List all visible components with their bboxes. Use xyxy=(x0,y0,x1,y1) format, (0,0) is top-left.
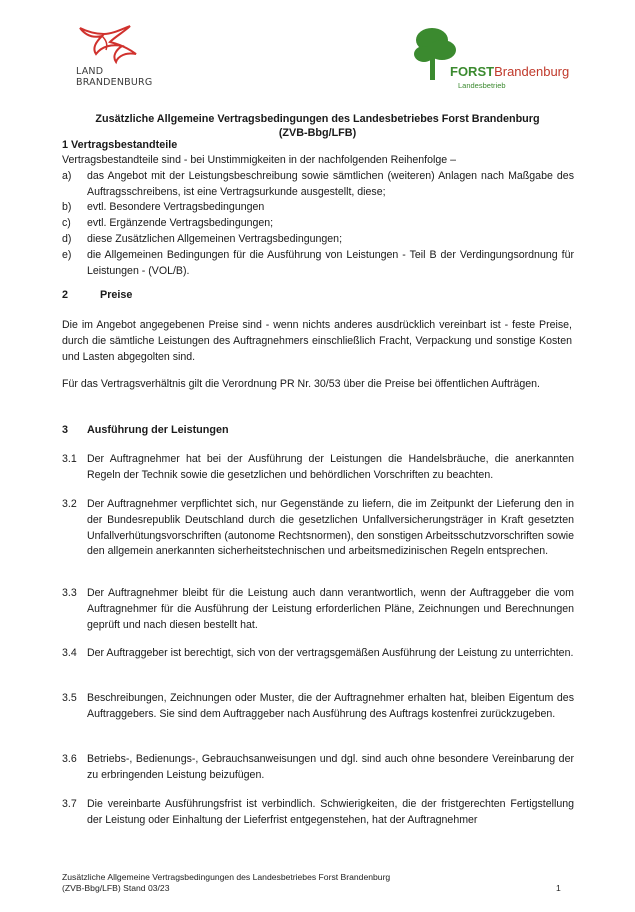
section2-paragraph1: Die im Angebot angegebenen Preise sind - wenn nichts anderes ausdrücklich vereinbart ist - feste Preise, durch die sämtliche Leistungen des Auftragnehmers einschließlich Fracht, Verpackung und sonstige Kosten und Lasten abgegolten sind. xyxy=(62,319,572,363)
list-text: diese Zusätzlichen Allgemeinen Vertragsbedingungen; xyxy=(87,233,343,245)
clause-item xyxy=(62,586,574,633)
clause-number: 3.2 xyxy=(62,498,77,510)
clause-number: 3.7 xyxy=(62,798,77,810)
clause-number: 3.3 xyxy=(62,587,77,599)
clause-item xyxy=(62,691,574,723)
section1-heading: 1 Vertragsbestandteile xyxy=(62,139,178,151)
land-logo-line2: BRANDENBURG xyxy=(76,76,153,88)
forst-logo-part2: Brandenburg xyxy=(494,64,570,79)
list-marker: b) xyxy=(62,201,72,213)
forst-brandenburg-logo xyxy=(412,26,572,96)
list-text: das Angebot mit der Leistungsbeschreibung sowie sämtlichen (weiteren) Anlagen nach Maßgabe des Auftragsschreibens, ist eine Vertragsurkunde ausgestellt, diese; xyxy=(87,170,574,198)
clause-text: Der Auftragnehmer hat bei der Ausführung der Leistungen die Handelsbräuche, die anerkannten Regeln der Technik sowie die gesetzlichen und behördlichen Vorschriften zu beachten. xyxy=(87,453,574,481)
list-item xyxy=(62,169,574,201)
section2-paragraph2: Für das Vertragsverhältnis gilt die Verordnung PR Nr. 30/53 über die Preise bei öffentlichen Aufträgen. xyxy=(62,378,540,390)
section2-heading xyxy=(62,289,132,301)
land-brandenburg-logo xyxy=(70,22,160,100)
list-text: evtl. Besondere Vertragsbedingungen xyxy=(87,201,265,213)
clause-number: 3.1 xyxy=(62,453,77,465)
section3-title: Ausführung der Leistungen xyxy=(87,424,229,436)
list-item xyxy=(62,216,574,232)
clause-text: Die vereinbarte Ausführungsfrist ist verbindlich. Schwierigkeiten, die der fristgerechten Fertigstellung der Leistung oder Einhaltung der Lieferfrist entgegenstehen, hat der Auftragnehmer xyxy=(87,798,574,826)
list-marker: e) xyxy=(62,249,72,261)
list-marker: c) xyxy=(62,217,71,229)
clause-text: Betriebs-, Bedienungs-, Gebrauchsanweisungen und dgl. sind auch ohne besondere Vereinbarung der zu erbringenden Leistung beizufügen. xyxy=(87,753,574,781)
clause-item xyxy=(62,797,574,829)
clause-number: 3.5 xyxy=(62,692,77,704)
list-item xyxy=(62,232,574,248)
land-logo-line1: LAND xyxy=(76,66,104,77)
document-title xyxy=(60,112,575,140)
forst-logo-name xyxy=(450,64,569,79)
page-number: 1 xyxy=(556,883,561,893)
page-footer xyxy=(62,872,390,894)
clause-text: Der Auftragnehmer bleibt für die Leistung auch dann verantwortlich, wenn der Auftraggeber die vom Auftragnehmer für die Ausführung der Leistung erforderlichen Pläne, Zeichnungen und Berechnungen geprüft und nach diesen bestellt hat. xyxy=(87,587,574,631)
clause-item xyxy=(62,497,574,560)
clause-item xyxy=(62,646,574,662)
document-title-line1: Zusätzliche Allgemeine Vertragsbedingungen des Landesbetriebes Forst Brandenburg xyxy=(95,113,540,125)
list-marker: d) xyxy=(62,233,72,245)
list-item xyxy=(62,248,574,280)
footer-line2: (ZVB-Bbg/LFB) Stand 03/23 xyxy=(62,883,170,893)
clause-number: 3.6 xyxy=(62,753,77,765)
section3-heading xyxy=(62,424,229,436)
list-marker: a) xyxy=(62,170,72,182)
clause-item xyxy=(62,452,574,484)
clause-item xyxy=(62,752,574,784)
section3-number: 3 xyxy=(62,424,69,436)
footer-line1: Zusätzliche Allgemeine Vertragsbedingungen des Landesbetriebes Forst Brandenburg xyxy=(62,872,391,882)
document-title-line2: (ZVB-Bbg/LFB) xyxy=(278,127,357,139)
forst-logo-subtitle: Landesbetrieb xyxy=(458,81,506,90)
clause-text: Beschreibungen, Zeichnungen oder Muster, die der Auftragnehmer erhalten hat, bleiben Eigentum des Auftraggebers. Sie sind dem Auftraggeber nach Ausführung des Auftrags kostenfrei zurückzugeben. xyxy=(87,692,574,720)
eagle-icon xyxy=(72,22,142,68)
section1-intro: Vertragsbestandteile sind - bei Unstimmigkeiten in der nachfolgenden Reihenfolge – xyxy=(62,154,456,166)
list-text: evtl. Ergänzende Vertragsbedingungen; xyxy=(87,217,274,229)
clause-number: 3.4 xyxy=(62,647,77,659)
clause-text: Der Auftragnehmer verpflichtet sich, nur Gegenstände zu liefern, die im Zeitpunkt der Lieferung den in der Bundesrepublik Deutschland durch die gesetzlichen Unfallversicherungsträger in Kraft gesetzten Unfallverhütungsvorschriften (autonome Rechtsnormen), den sonstigen Arbeitsschutzvorschriften sowie den allgemein anerkannten sicherheitstechnischen und arbeitsmedizinischen Regeln entsprechen. xyxy=(87,498,574,558)
section2-title: Preise xyxy=(100,289,133,301)
forst-logo-part1: FORST xyxy=(450,64,495,79)
section2-number: 2 xyxy=(62,289,69,301)
list-item xyxy=(62,200,574,216)
list-text: die Allgemeinen Bedingungen für die Ausführung von Leistungen - Teil B der Verdingungsordnung für Leistungen - (VOL/B). xyxy=(87,249,574,277)
clause-text: Der Auftraggeber ist berechtigt, sich von der vertragsgemäßen Ausführung der Leistung zu unterrichten. xyxy=(87,647,574,659)
